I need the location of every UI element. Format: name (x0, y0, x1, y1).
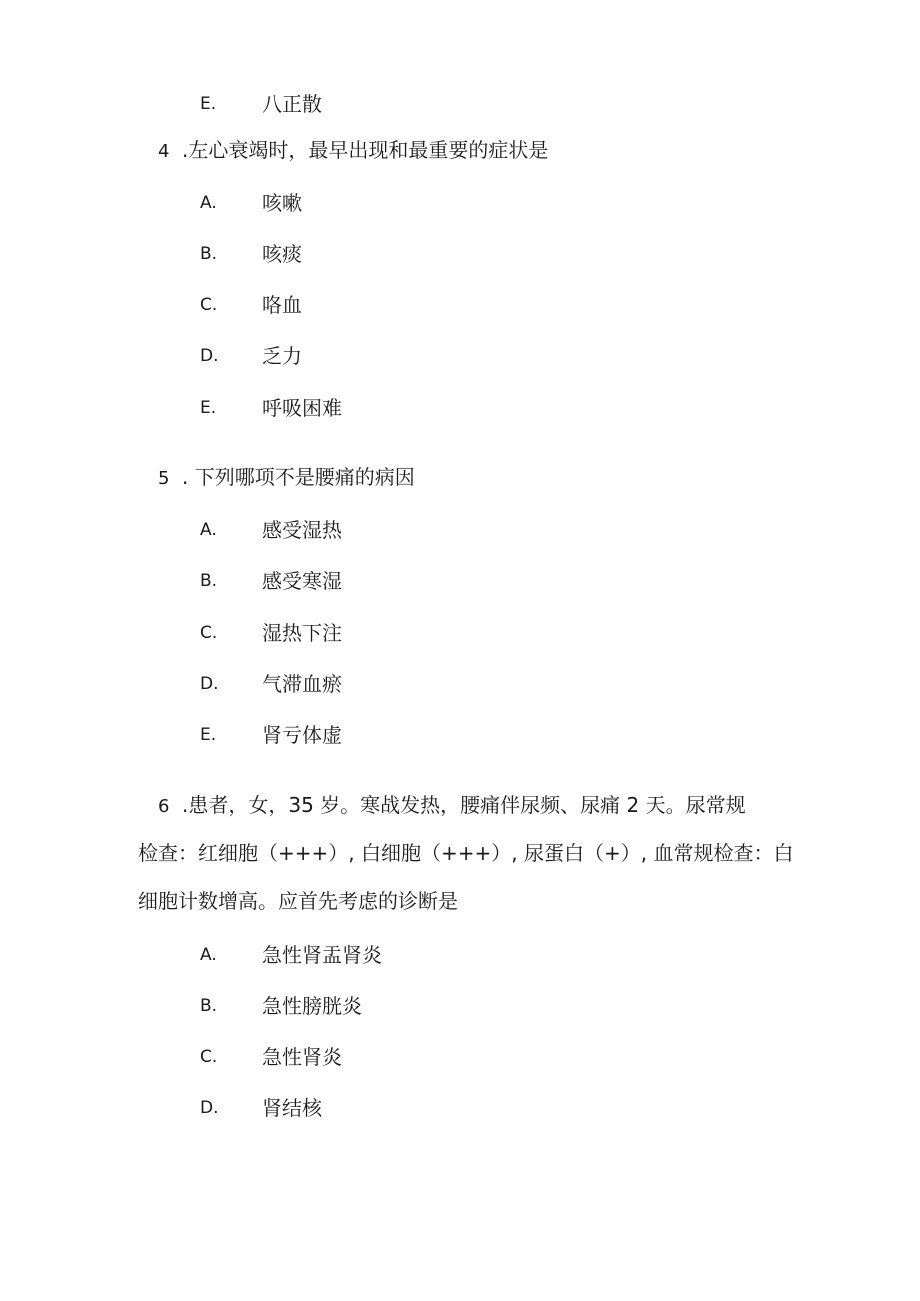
option-letter: E. (200, 94, 217, 114)
option-letter: C. (200, 295, 218, 315)
option-letter: E. (200, 725, 217, 745)
question-text: .患者，女，35 岁。寒战发热，腰痛伴尿频、尿痛 2 天。尿常规 (182, 793, 746, 817)
option-text: 咯血 (262, 293, 302, 317)
option-letter: C. (200, 623, 218, 643)
option-letter: B. (200, 244, 218, 264)
question-5-stem (158, 462, 415, 494)
option-letter: B. (200, 996, 218, 1016)
option-letter: A. (200, 945, 217, 965)
option-text: 咳痰 (262, 242, 302, 266)
option-text: 肾亏体虚 (262, 723, 342, 747)
option-letter: A. (200, 520, 217, 540)
option-text: 感受寒湿 (262, 569, 342, 593)
option-text: 急性膀胱炎 (262, 994, 362, 1018)
option-letter: D. (200, 674, 219, 694)
option-text: 感受湿热 (262, 518, 342, 542)
option-text: 急性肾盂肾炎 (262, 943, 382, 967)
question-6-stem-line-3: 细胞计数增高。应首先考虑的诊断是 (138, 889, 458, 913)
option-letter: E. (200, 398, 217, 418)
option-text: 气滞血瘀 (262, 672, 342, 696)
option-text: 八正散 (262, 92, 322, 116)
option-letter: C. (200, 1047, 218, 1067)
option-letter: A. (200, 193, 217, 213)
question-6-stem-line-2: 检查：红细胞（+++）, 白细胞（+++）, 尿蛋白（+）, 血常规检查：白 (138, 841, 794, 865)
option-letter: D. (200, 1098, 219, 1118)
question-number: 4 (158, 141, 170, 162)
option-text: 呼吸困难 (262, 396, 342, 420)
question-number: 6 (158, 796, 170, 817)
option-letter: D. (200, 346, 219, 366)
option-text: 湿热下注 (262, 621, 342, 645)
question-text: .左心衰竭时，最早出现和最重要的症状是 (182, 138, 549, 162)
question-6-stem (158, 790, 746, 822)
option-text: 咳嗽 (262, 191, 302, 215)
option-text: 急性肾炎 (262, 1045, 342, 1069)
question-4-stem (158, 135, 548, 167)
question-text: . 下列哪项不是腰痛的病因 (182, 465, 415, 489)
option-text: 乏力 (262, 344, 302, 368)
question-number: 5 (158, 468, 170, 489)
option-text: 肾结核 (262, 1096, 322, 1120)
option-letter: B. (200, 571, 218, 591)
